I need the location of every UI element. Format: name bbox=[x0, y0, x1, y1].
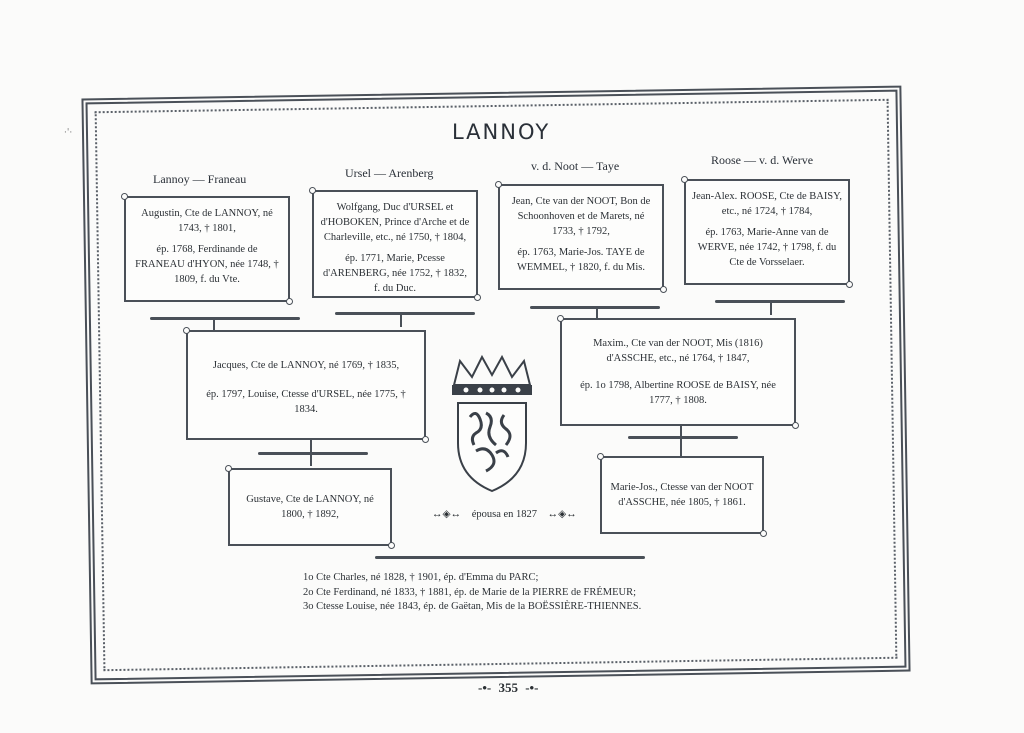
page-title: LANNOY bbox=[452, 120, 551, 144]
box-gustave-lannoy bbox=[228, 468, 392, 546]
box-wolfgang-ursel bbox=[312, 190, 478, 298]
heading-lannoy-franeau: Lannoy — Franeau bbox=[153, 172, 247, 186]
box-marie-jos-noot bbox=[600, 456, 764, 534]
coat-of-arms-icon bbox=[446, 355, 538, 495]
page-number bbox=[478, 680, 538, 696]
box-text: ép. 1o 1798, Albertine ROOSE de BAISY, née 1777, † 1808. bbox=[580, 380, 776, 406]
box-maxim-noot bbox=[560, 318, 796, 426]
box-text: ép. 1797, Louise, Ctesse d'URSEL, née 1775, † 1834. bbox=[206, 389, 406, 415]
heading-noot-taye: v. d. Noot — Taye bbox=[531, 159, 620, 173]
marriage-text: épousa en 1827 bbox=[471, 509, 538, 520]
connector-ornament bbox=[335, 312, 475, 315]
list-item: 2o Cte Ferdinand, né 1833, † 1881, ép. de Marie de la PIERRE de FRÉMEUR; bbox=[303, 586, 637, 598]
divider-ornament bbox=[375, 556, 645, 559]
ornament-icon: ↔◈↔ bbox=[432, 509, 462, 520]
box-text: ép. 1771, Marie, Pcesse d'ARENBERG, née 1752, † 1832, f. du Duc. bbox=[323, 253, 467, 294]
box-jean-noot bbox=[498, 184, 664, 290]
box-text: Jean, Cte van der NOOT, Bon de Schoonhoven et de Marets, né 1733, † 1792, bbox=[511, 196, 651, 237]
connector-ornament bbox=[530, 306, 660, 309]
box-text: ép. 1768, Ferdinande de FRANEAU d'HYON, née 1748, † 1809, f. du Vte. bbox=[135, 244, 279, 285]
connector-ornament bbox=[628, 436, 738, 439]
ornament-icon: -•- bbox=[525, 680, 539, 695]
box-text: Wolfgang, Duc d'URSEL et d'HOBOKEN, Prince d'Arche et de Charleville, etc., né 1750, † 1804, bbox=[320, 202, 470, 243]
connector-line bbox=[400, 313, 402, 327]
heading-roose-werve: Roose — v. d. Werve bbox=[711, 153, 814, 167]
box-augustin-lannoy bbox=[124, 196, 290, 302]
box-text: Marie-Jos., Ctesse van der NOOT d'ASSCHE, née 1805, † 1861. bbox=[610, 482, 754, 508]
connector-line bbox=[680, 426, 682, 456]
box-text: ép. 1763, Marie-Anne van de WERVE, née 1742, † 1798, f. du Cte de Vorsselaer. bbox=[697, 227, 837, 268]
connector-ornament bbox=[258, 452, 368, 455]
box-jacques-lannoy bbox=[186, 330, 426, 440]
marriage-label bbox=[432, 508, 577, 520]
box-text: Jacques, Cte de LANNOY, né 1769, † 1835, bbox=[212, 360, 400, 371]
margin-mark: ·'· bbox=[64, 128, 73, 138]
box-text: Jean-Alex. ROOSE, Cte de BAISY, etc., né 1724, † 1784, bbox=[692, 191, 843, 217]
ornament-icon: -•- bbox=[478, 680, 492, 695]
connector-line bbox=[770, 301, 772, 315]
list-item: 1o Cte Charles, né 1828, † 1901, ép. d'Emma du PARC; bbox=[303, 572, 539, 583]
connector-ornament bbox=[715, 300, 845, 303]
heading-ursel-arenberg: Ursel — Arenberg bbox=[345, 166, 434, 180]
list-item: 3o Ctesse Louise, née 1843, ép. de Gaëtan, Mis de la BOËSSIÈRE-THIENNES. bbox=[303, 601, 642, 612]
box-jean-alex-roose bbox=[684, 179, 850, 285]
connector-ornament bbox=[150, 317, 300, 320]
box-text: ép. 1763, Marie-Jos. TAYE de WEMMEL, † 1820, f. du Mis. bbox=[516, 247, 646, 273]
box-text: Gustave, Cte de LANNOY, né 1800, † 1892, bbox=[246, 494, 374, 520]
box-text: Maxim., Cte van der NOOT, Mis (1816) d'ASSCHE, etc., né 1764, † 1847, bbox=[593, 338, 763, 364]
box-text: Augustin, Cte de LANNOY, né 1743, † 1801, bbox=[141, 208, 273, 234]
children-list bbox=[303, 571, 641, 615]
connector-line bbox=[310, 440, 312, 466]
ornament-icon: ↔◈↔ bbox=[547, 509, 577, 520]
page-number-text: 355 bbox=[498, 680, 518, 695]
